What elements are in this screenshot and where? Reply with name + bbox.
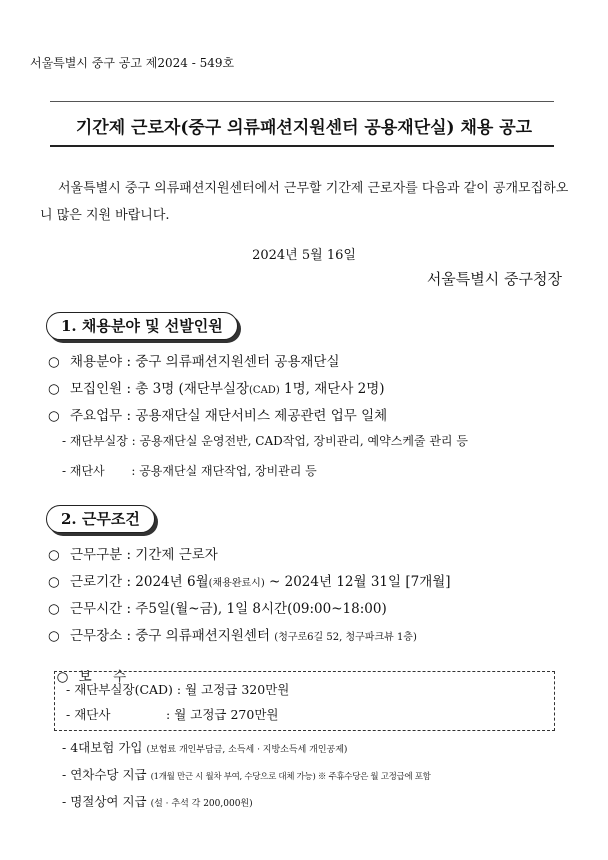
duty-sub-item: - 재단사 : 공용재단실 재단작업, 장비관리 등 xyxy=(62,464,317,478)
intro-paragraph: 서울특별시 중구 의류패션지원센터에서 근무할 기간제 근로자를 다음과 같이 공개모집하오니 많은 지원 바랍니다. xyxy=(40,181,569,223)
benefit-item: - 연차수당 지급 (1개월 만근 시 월차 부여, 수당으로 대체 가능) ※ 주휴수당은 월 고정급에 포함 xyxy=(62,767,431,782)
title-rule-bottom xyxy=(50,145,554,147)
section2-item-location: ○ 근무장소 : 중구 의류패션지원센터 (청구로6길 52, 청구파크뷰 1층) xyxy=(48,628,417,644)
announcement-date: 2024년 5월 16일 xyxy=(252,248,356,263)
duty-sub-item: - 재단부실장 : 공용재단실 운영전반, CAD작업, 장비관리, 예약스케줄 관리 등 xyxy=(62,434,468,448)
section2-heading: 2. 근무조건 xyxy=(46,505,155,533)
circle-bullet: ○ xyxy=(48,547,60,563)
notice-number: 서울특별시 중구 공고 제2024 - 549호 xyxy=(30,56,235,70)
circle-bullet: ○ xyxy=(56,669,69,685)
circle-bullet: ○ xyxy=(48,574,60,590)
section1-item-recruits: ○ 모집인원 : 총 3명 (재단부실장(CAD) 1명, 재단사 2명) xyxy=(48,381,385,397)
circle-bullet: ○ xyxy=(48,354,60,370)
section2-item-type: ○ 근무구분 : 기간제 근로자 xyxy=(48,547,218,563)
section1-item-duties: ○ 주요업무 : 공용재단실 재단서비스 제공관련 업무 일체 xyxy=(48,408,388,424)
benefit-item: - 4대보험 가입 (보험료 개인부담금, 소득세 · 지방소득세 개인공제) xyxy=(62,740,348,755)
section2-item-hours: ○ 근무시간 : 주5일(월~금), 1일 8시간(09:00~18:00) xyxy=(48,601,387,617)
circle-bullet: ○ xyxy=(48,628,60,644)
circle-bullet: ○ xyxy=(48,381,60,397)
title-rule-top xyxy=(50,101,554,102)
pay-line: - 재단사 : 월 고정급 270만원 xyxy=(66,707,279,722)
section1-heading: 1. 채용분야 및 선발인원 xyxy=(46,312,238,340)
circle-bullet: ○ xyxy=(48,408,60,424)
section2-item-pay: ○ 보 수 xyxy=(56,669,127,685)
section1-item-field: ○ 채용분야 : 중구 의류패션지원센터 공용재단실 xyxy=(48,354,340,370)
issuer: 서울특별시 중구청장 xyxy=(426,270,562,288)
page-title: 기간제 근로자(중구 의류패션지원센터 공용재단실) 채용 공고 xyxy=(75,118,533,138)
pay-line: - 재단부실장(CAD) : 월 고정급 320만원 xyxy=(66,682,290,697)
circle-bullet: ○ xyxy=(48,601,60,617)
benefit-item: - 명절상여 지급 (설 · 추석 각 200,000원) xyxy=(62,794,253,809)
section2-item-period: ○ 근로기간 : 2024년 6월(채용완료시) ~ 2024년 12월 31일 [7개월] xyxy=(48,574,451,590)
